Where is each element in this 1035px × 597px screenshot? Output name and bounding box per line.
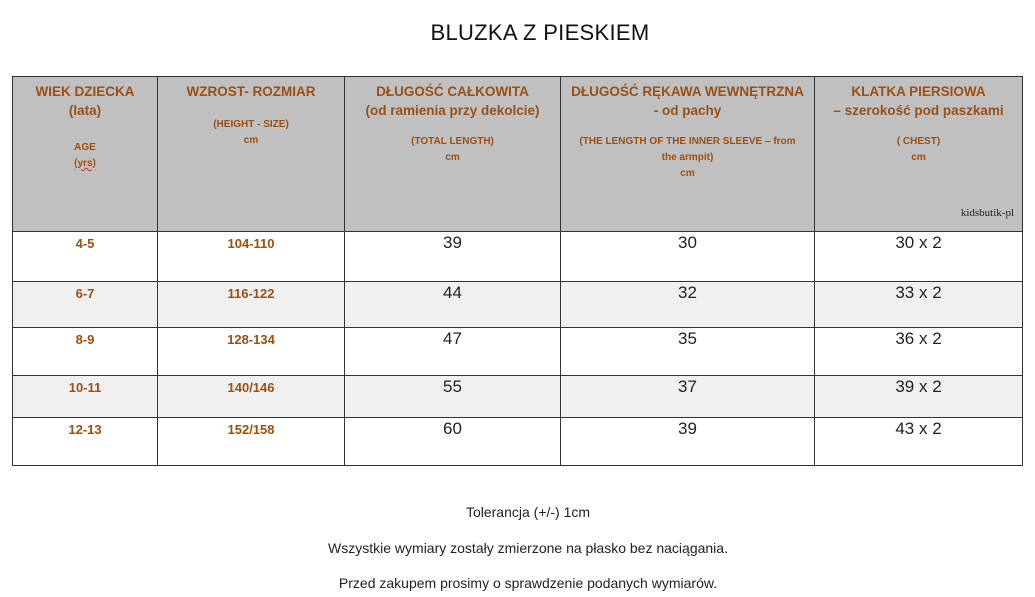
cell-age: 8-9 (13, 328, 158, 376)
header-chest-subtitle: – szerokość pod paszkami (833, 103, 1004, 118)
header-sleeve-subtitle: - od pachy (653, 103, 722, 118)
header-size-title: WZROST- ROZMIAR (186, 84, 316, 99)
header-age-title: WIEK DZIECKA (35, 84, 135, 99)
header-size-en: (HEIGHT - SIZE) (213, 119, 289, 130)
header-age-en: AGE (74, 142, 96, 153)
table-row (13, 376, 1023, 418)
cell-age: 12-13 (13, 418, 158, 466)
header-length-unit: cm (445, 152, 460, 163)
cell-chest: 36 x 2 (815, 328, 1023, 376)
cell-sleeve: 32 (561, 282, 815, 328)
header-row (13, 77, 1023, 232)
watermark: kidsbutik-pl (960, 207, 1014, 219)
cell-chest: 43 x 2 (815, 418, 1023, 466)
cell-age: 4-5 (13, 232, 158, 282)
table-row (13, 232, 1023, 282)
header-sleeve-en-cont: the armpit) (661, 152, 714, 163)
cell-size: 140/146 (158, 376, 345, 418)
cell-age: 6-7 (13, 282, 158, 328)
cell-length: 55 (345, 376, 561, 418)
table-row (13, 418, 1023, 466)
check-sizes-note: Przed zakupem prosimy o sprawdzenie podanych wymiarów. (338, 575, 718, 591)
header-sleeve-unit: cm (680, 168, 695, 179)
size-table (12, 76, 1023, 466)
header-length-en: (TOTAL LENGTH) (411, 136, 494, 147)
header-age-unit: (yrs) (74, 158, 96, 169)
cell-sleeve: 39 (561, 418, 815, 466)
cell-size: 116-122 (158, 282, 345, 328)
cell-length: 39 (345, 232, 561, 282)
header-age (13, 77, 158, 232)
header-length-title: DŁUGOŚĆ CAŁKOWITA (376, 84, 529, 99)
header-chest (815, 77, 1023, 232)
cell-chest: 30 x 2 (815, 232, 1023, 282)
header-age-subtitle: (lata) (68, 103, 102, 118)
header-chest-en: ( CHEST) (896, 136, 941, 147)
header-size (158, 77, 345, 232)
header-length (345, 77, 561, 232)
table-row (13, 328, 1023, 376)
flat-measure-note: Wszystkie wymiary zostały zmierzone na płasko bez naciągania. (328, 540, 728, 556)
tolerance-note: Tolerancja (+/-) 1cm (465, 504, 591, 520)
cell-sleeve: 37 (561, 376, 815, 418)
header-chest-title: KLATKA PIERSIOWA (851, 84, 986, 99)
cell-sleeve: 35 (561, 328, 815, 376)
header-size-unit: cm (243, 135, 259, 146)
cell-size: 128-134 (158, 328, 345, 376)
cell-length: 47 (345, 328, 561, 376)
cell-length: 44 (345, 282, 561, 328)
cell-size: 152/158 (158, 418, 345, 466)
cell-size: 104-110 (158, 232, 345, 282)
table-row (13, 282, 1023, 328)
header-sleeve-title: DŁUGOŚĆ RĘKAWA WEWNĘTRZNA (571, 84, 804, 99)
header-sleeve-en: (THE LENGTH OF THE INNER SLEEVE – from (579, 136, 796, 147)
cell-chest: 33 x 2 (815, 282, 1023, 328)
cell-chest: 39 x 2 (815, 376, 1023, 418)
cell-length: 60 (345, 418, 561, 466)
page-title: BLUZKA Z PIESKIEM (430, 20, 650, 45)
cell-age: 10-11 (13, 376, 158, 418)
header-sleeve (561, 77, 815, 232)
header-length-subtitle: (od ramienia przy dekolcie) (365, 103, 540, 118)
header-chest-unit: cm (911, 152, 926, 163)
cell-sleeve: 30 (561, 232, 815, 282)
